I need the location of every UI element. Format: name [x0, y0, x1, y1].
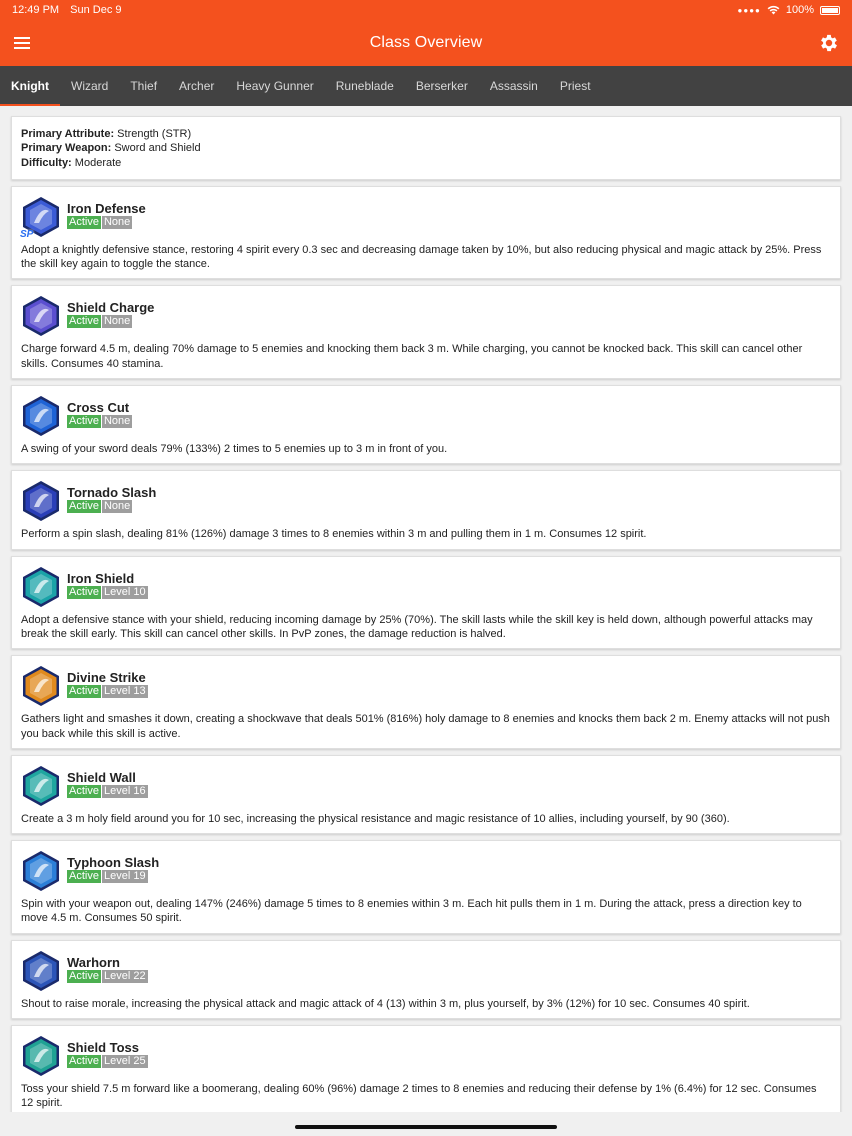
iron-defense-icon	[21, 196, 61, 238]
skill-meta	[67, 950, 148, 983]
skill-name: Shield Wall	[67, 769, 136, 785]
skill-header	[21, 566, 831, 608]
battery-icon	[820, 6, 840, 15]
tab-heavy-gunner[interactable]: Heavy Gunner	[236, 79, 314, 93]
skill-meta	[67, 1035, 148, 1068]
skill-header	[21, 1035, 831, 1077]
status-bar	[0, 0, 852, 20]
skill-card[interactable]	[11, 655, 841, 749]
skill-meta	[67, 665, 148, 698]
skill-level-badge: Level 10	[103, 585, 146, 598]
skill-badges	[67, 785, 148, 798]
difficulty-row	[21, 156, 831, 170]
skill-badges	[67, 685, 148, 698]
skill-meta	[67, 850, 159, 883]
home-indicator[interactable]	[295, 1125, 557, 1129]
skill-header	[21, 850, 831, 892]
battery-percent: 100%	[785, 4, 814, 16]
skill-card[interactable]	[11, 755, 841, 834]
skill-header	[21, 395, 831, 437]
skill-level-badge: None	[103, 315, 131, 328]
skill-type-badge: Active	[69, 969, 99, 982]
app-bar	[0, 20, 852, 66]
tab-assassin[interactable]: Assassin	[489, 79, 538, 93]
skill-type-badge: Active	[69, 1055, 99, 1068]
skill-name: Shield Charge	[67, 300, 155, 316]
skill-type-badge: Active	[69, 685, 99, 698]
skill-badges	[67, 870, 159, 883]
skill-name: Iron Shield	[67, 570, 135, 586]
signal-icon: ●●●●	[737, 5, 761, 15]
skill-card[interactable]	[11, 385, 841, 464]
skill-type-badge: Active	[69, 315, 99, 328]
tab-runeblade[interactable]: Runeblade	[335, 79, 394, 93]
skill-description: Charge forward 4.5 m, dealing 70% damage to 5 enemies and knocking them back 3 m. While charging, you cannot be knocked back. This skill can cancel other skills. Consumes 40 stamina.	[21, 343, 803, 370]
skill-card[interactable]	[11, 940, 841, 1019]
skill-card[interactable]	[11, 840, 841, 934]
class-tab-bar	[0, 66, 852, 106]
skill-name: Shield Toss	[67, 1040, 139, 1056]
primary-weapon-value: Sword and Shield	[114, 142, 201, 155]
status-date: Sun Dec 9	[70, 4, 122, 16]
skill-name: Typhoon Slash	[67, 855, 160, 871]
cross-cut-icon	[21, 395, 61, 437]
status-time: 12:49 PM	[12, 4, 60, 16]
skill-description: Gathers light and smashes it down, creating a shockwave that deals 501% (816%) holy damage to 8 enemies and knocks them back 2 m. Enemy attacks will not push you back while this skill is active.	[21, 713, 830, 740]
skill-type-badge: Active	[69, 784, 99, 797]
wifi-icon	[767, 5, 780, 15]
primary-attribute-value: Strength (STR)	[117, 128, 192, 140]
skill-meta	[67, 765, 148, 798]
skill-level-badge: Level 19	[103, 870, 146, 883]
skill-type-badge: Active	[69, 585, 99, 598]
skill-description: Perform a spin slash, dealing 81% (126%) damage 3 times to 8 enemies within 3 m and pulling them in 1 m. Consumes 12 spirit.	[21, 528, 647, 541]
warhorn-icon	[21, 950, 61, 992]
skill-name: Cross Cut	[67, 400, 130, 416]
skill-meta	[67, 196, 146, 229]
skill-description: Spin with your weapon out, dealing 147% (246%) damage 5 times to 8 enemies within 3 m. Each hit pulls them in 1 m. During the attack, press a direction key to move 4.5 m. Consumes 50 spirit.	[21, 898, 802, 925]
skill-meta	[67, 395, 132, 428]
skill-name: Iron Defense	[67, 200, 146, 216]
shield-toss-icon	[21, 1035, 61, 1077]
gear-icon[interactable]	[818, 32, 840, 54]
skill-name: Warhorn	[67, 954, 120, 970]
tab-knight[interactable]: Knight	[0, 66, 60, 106]
page-title: Class Overview	[369, 34, 483, 51]
skill-card[interactable]	[11, 1025, 841, 1112]
difficulty-label: Difficulty:	[21, 156, 72, 169]
skill-meta	[67, 566, 148, 599]
class-overview-content[interactable]	[0, 106, 852, 1112]
tab-berserker[interactable]: Berserker	[415, 79, 468, 93]
skill-header	[21, 480, 831, 522]
skill-description: A swing of your sword deals 79% (133%) 2 times to 5 enemies up to 3 m in front of you.	[21, 443, 448, 456]
difficulty-value: Moderate	[74, 156, 122, 169]
divine-strike-icon	[21, 665, 61, 707]
skill-description: Create a 3 m holy field around you for 10 sec, increasing the physical resistance and magic resistance of 10 allies, including yourself, by 90 (360).	[21, 812, 730, 825]
skill-header	[21, 196, 831, 238]
skill-level-badge: Level 13	[103, 685, 146, 698]
primary-weapon-row	[21, 141, 831, 155]
skill-badges	[67, 970, 148, 983]
skill-description: Toss your shield 7.5 m forward like a boomerang, dealing 60% (96%) damage 2 times to 8 enemies and reducing their defense by 1% (6.4%) for 12 sec. Consumes 12 spirit.	[21, 1083, 817, 1110]
skill-level-badge: None	[103, 415, 131, 428]
skill-level-badge: Level 22	[103, 969, 146, 982]
skill-header	[21, 295, 831, 337]
skill-meta	[67, 295, 154, 328]
skill-description: Shout to raise morale, increasing the physical attack and magic attack of 4 (13) within 3 m, plus yourself, by 3% (12%) for 10 sec. Consumes 40 spirit.	[21, 997, 750, 1010]
skill-badges	[67, 586, 148, 599]
skill-type-badge: Active	[69, 500, 99, 513]
menu-icon[interactable]	[14, 33, 34, 53]
skill-meta	[67, 480, 156, 513]
sp-badge: SP	[20, 228, 34, 240]
skill-badges	[67, 1055, 148, 1068]
skill-header	[21, 765, 831, 807]
skill-description: Adopt a knightly defensive stance, restoring 4 spirit every 0.3 sec and decreasing damage taken by 10%, but also reducing physical and magic attack by 25%. Press the skill key again to toggle the stance.	[21, 243, 822, 271]
shield-charge-icon	[21, 295, 61, 337]
skill-name: Tornado Slash	[67, 485, 157, 501]
skill-header	[21, 950, 831, 992]
skill-badges	[67, 500, 156, 513]
skill-card[interactable]	[11, 470, 841, 549]
skill-level-badge: None	[103, 215, 131, 228]
tornado-slash-icon	[21, 480, 61, 522]
skill-card[interactable]	[11, 186, 841, 280]
skill-card[interactable]	[11, 285, 841, 379]
skill-type-badge: Active	[69, 215, 99, 228]
tab-wizard[interactable]: Wizard	[71, 79, 109, 93]
tab-priest[interactable]: Priest	[559, 79, 591, 93]
skill-level-badge: Level 25	[103, 1055, 146, 1068]
skill-badges	[67, 216, 146, 229]
tab-thief[interactable]: Thief	[130, 79, 158, 93]
status-left	[12, 4, 130, 16]
tab-archer[interactable]: Archer	[179, 79, 215, 93]
primary-weapon-label: Primary Weapon:	[21, 142, 112, 155]
primary-attribute-row	[21, 127, 831, 141]
skills-list	[11, 186, 841, 1112]
skill-description: Adopt a defensive stance with your shield, reducing incoming damage by 25% (70%). The skill lasts while the skill key is held down, although powerful attacks may break the skill early. This skill can cancel other skills. In PvP zones, the damage reduction is halved.	[21, 613, 813, 640]
skill-badges	[67, 315, 154, 328]
skill-header	[21, 665, 831, 707]
typhoon-slash-icon	[21, 850, 61, 892]
skill-badges	[67, 415, 132, 428]
skill-type-badge: Active	[69, 870, 99, 883]
shield-wall-icon	[21, 765, 61, 807]
skill-level-badge: None	[103, 500, 131, 513]
class-info-card	[11, 116, 841, 180]
skill-type-badge: Active	[69, 415, 99, 428]
iron-shield-icon	[21, 566, 61, 608]
skill-card[interactable]	[11, 556, 841, 650]
status-right	[738, 4, 840, 16]
primary-attribute-label: Primary Attribute:	[21, 128, 115, 140]
skill-level-badge: Level 16	[103, 784, 146, 797]
skill-name: Divine Strike	[67, 670, 146, 686]
